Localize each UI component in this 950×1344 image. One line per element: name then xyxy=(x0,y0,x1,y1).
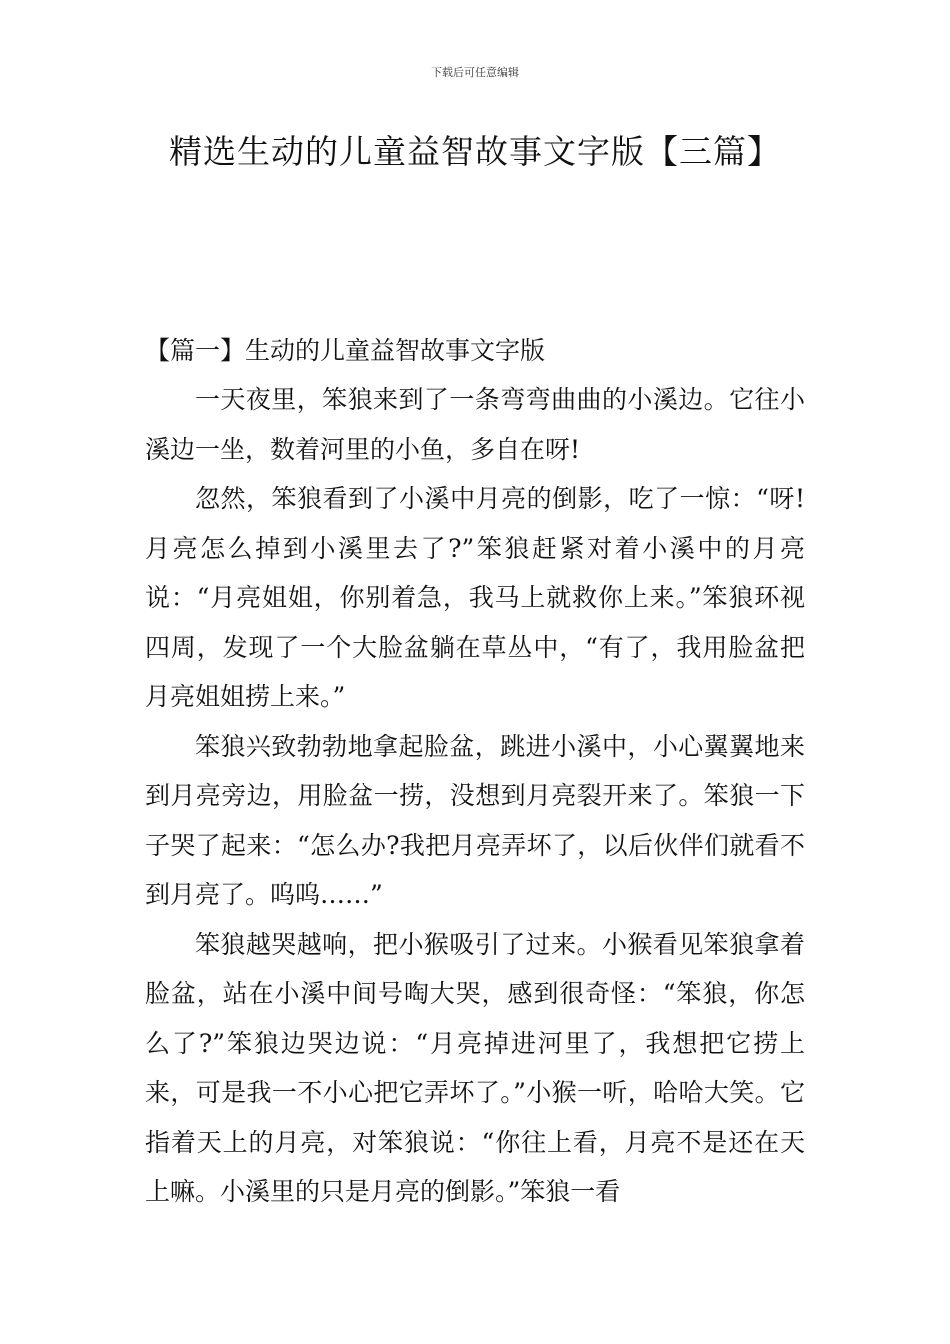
header-note: 下载后可任意编辑 xyxy=(431,66,519,79)
paragraph-4: 笨狼越哭越响，把小猴吸引了过来。小猴看见笨狼拿着脸盆，站在小溪中间号啕大哭，感到很奇怪：“笨狼，你怎么了?”笨狼边哭边说：“月亮掉进河里了，我想把它捞上来，可是我一不小心把它弄坏了。”小猴一听，哈哈大笑。它指着天上的月亮，对笨狼说：“你往上看，月亮不是还在天上嘛。小溪里的只是月亮的倒影。”笨狼一看 xyxy=(145,929,805,1206)
section-heading: 【篇一】生动的儿童益智故事文字版 xyxy=(145,336,546,365)
paragraph-2: 忽然，笨狼看到了小溪中月亮的倒影，吃了一惊：“呀!月亮怎么掉到小溪里去了?”笨狼赶紧对着小溪中的月亮说：“月亮姐姐，你别着急，我马上就救你上来。”笨狼环视四周，发现了一个大脸盆躺在草丛中，“有了，我用脸盆把月亮姐姐捞上来。” xyxy=(145,484,805,711)
document-title: 精选生动的儿童益智故事文字版【三篇】 xyxy=(169,132,781,171)
story-body xyxy=(145,375,805,1217)
paragraph-3: 笨狼兴致勃勃地拿起脸盆，跳进小溪中，小心翼翼地来到月亮旁边，用脸盆一捞，没想到月亮裂开来了。笨狼一下子哭了起来：“怎么办?我把月亮弄坏了，以后伙伴们就看不到月亮了。呜呜……” xyxy=(145,731,805,909)
paragraph-1: 一天夜里，笨狼来到了一条弯弯曲曲的小溪边。它往小溪边一坐，数着河里的小鱼，多自在呀! xyxy=(145,385,805,464)
